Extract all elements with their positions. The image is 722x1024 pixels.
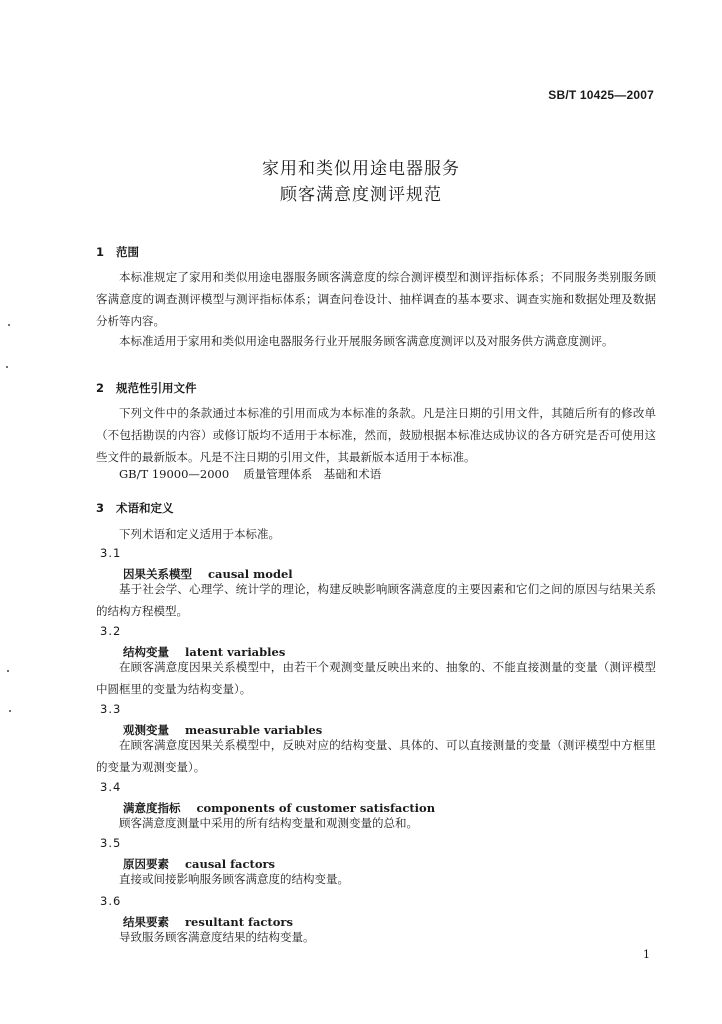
term-english: resultant factors [185,915,293,929]
term-chinese: 结构变量 [123,645,169,659]
document-title-line-2: 顾客满意度测评规范 [280,185,442,205]
term-chinese: 原因要素 [123,857,169,871]
section-3-heading [96,500,174,516]
term-number: 3.1 [100,546,122,560]
term-definition: 直接或间接影响服务顾客满意度的结构变量。 [119,872,349,886]
term-chinese: 观测变量 [123,723,169,737]
term-chinese: 满意度指标 [123,801,181,815]
section-number: 2 [96,381,105,395]
document-title-line-1: 家用和类似用途电器服务 [262,159,460,179]
term-number: 3.6 [100,894,122,908]
section-1-heading [96,244,139,260]
section-1-paragraph-2: 本标准适用于家用和类似用途电器服务行业开展服务顾客满意度测评以及对服务供方满意度测评。 [119,334,614,348]
scan-speck [8,324,10,326]
section-title: 规范性引用文件 [116,381,197,395]
reference-code: GB/T 19000—2000 [119,467,230,481]
section-title: 范围 [116,245,139,259]
term-english: components of customer satisfaction [196,801,436,815]
term-definition: 在顾客满意度因果关系模型中，由若干个观测变量反映出来的、抽象的、不能直接测量的变量（测评模型中圆框里的变量为结构变量）。 [96,660,656,696]
term-english: causal factors [185,857,276,871]
section-number: 1 [96,245,105,259]
term-number: 3.5 [100,836,122,850]
term-definition: 基于社会学、心理学、统计学的理论，构建反映影响顾客满意度的主要因素和它们之间的原因与结果关系的结构方程模型。 [96,582,656,618]
page-number: 1 [643,948,650,961]
term-english: causal model [208,567,293,581]
section-number: 3 [96,501,105,515]
term-definition: 导致服务顾客满意度结果的结构变量。 [119,930,315,944]
term-chinese: 结果要素 [123,915,169,929]
term-number: 3.2 [100,624,122,638]
section-1-paragraph-1: 本标准规定了家用和类似用途电器服务顾客满意度的综合测评模型和测评指标体系；不同服务类别服务顾客满意度的调查测评模型与测评指标体系；调查问卷设计、抽样调查的基本要求、调查实施和数据处理及数据分析等内容。 [96,270,656,328]
scan-speck [9,710,11,712]
section-title: 术语和定义 [116,501,174,515]
scan-speck [7,670,9,672]
reference-title: 质量管理体系 基础和术语 [243,467,382,481]
standard-code: SB/T 10425—2007 [548,88,654,102]
term-definition: 顾客满意度测量中采用的所有结构变量和观测变量的总和。 [119,816,418,830]
term-english: measurable variables [185,723,323,737]
term-english: latent variables [185,645,286,659]
term-number: 3.4 [100,780,122,794]
scan-speck [6,366,8,368]
normative-reference [119,466,395,482]
section-3-intro: 下列术语和定义适用于本标准。 [119,527,280,541]
section-2-paragraph-1: 下列文件中的条款通过本标准的引用而成为本标准的条款。凡是注日期的引用文件，其随后所有的修改单（不包括勘误的内容）或修订版均不适用于本标准，然而，鼓励根据本标准达成协议的各方研究是否可使用这些文件的最新版本。凡是不注日期的引用文件，其最新版本适用于本标准。 [96,406,656,464]
term-definition: 在顾客满意度因果关系模型中，反映对应的结构变量、具体的、可以直接测量的变量（测评模型中方框里的变量为观测变量）。 [96,738,656,774]
term-chinese: 因果关系模型 [123,567,192,581]
term-number: 3.3 [100,702,122,716]
section-2-heading [96,380,197,396]
